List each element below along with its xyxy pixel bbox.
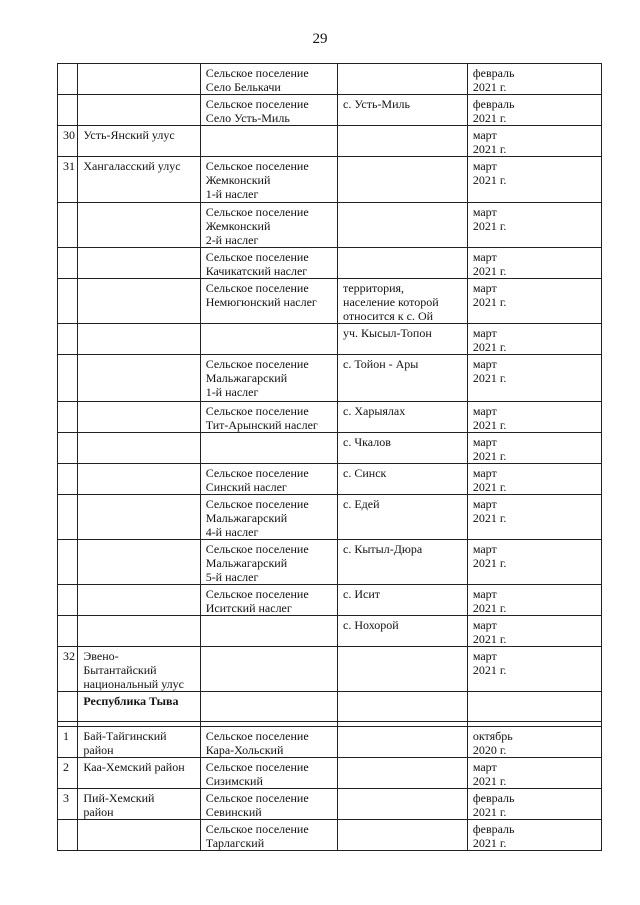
district-cell [78,279,200,324]
settlement-cell: Сельское поселение Тит-Арынский наслег [200,402,337,433]
row-number-cell [58,402,78,433]
table-row [58,727,602,758]
settlement-cell [200,616,337,647]
table-row [58,647,602,692]
row-number-cell [58,279,78,324]
locality-cell: с. Нохорой [338,616,468,647]
locality-cell: с. Усть-Миль [338,95,468,126]
date-cell: март 2021 г. [467,647,601,692]
settlement-cell: Сельское поселение Немюгюнский наслег [200,279,337,324]
table-row [58,402,602,433]
settlement-cell: Сельское поселение Село Усть-Миль [200,95,337,126]
row-number-cell [58,495,78,540]
district-cell [78,820,200,851]
district-cell [78,402,200,433]
date-cell: март 2021 г. [467,433,601,464]
table-row [58,758,602,789]
locality-cell: с. Харыялах [338,402,468,433]
row-number-cell: 31 [58,157,78,203]
table-row [58,203,602,248]
settlement-cell: Сельское поселение Севинский [200,789,337,820]
district-cell: Республика Тыва [78,692,200,722]
table-row [58,324,602,355]
settlement-cell [200,647,337,692]
district-cell [78,585,200,616]
row-number-cell: 1 [58,727,78,758]
row-number-cell [58,203,78,248]
table-row [58,464,602,495]
table-row [58,820,602,851]
table-row [58,616,602,647]
locality-cell: территория, население которой относится к с. Ой [338,279,468,324]
district-cell [78,540,200,585]
settlement-cell [200,692,337,722]
row-number-cell [58,433,78,464]
date-cell: март 2021 г. [467,248,601,279]
row-number-cell: 2 [58,758,78,789]
table-row [58,355,602,402]
date-cell: март 2021 г. [467,540,601,585]
row-number-cell [58,355,78,402]
row-number-cell [58,95,78,126]
row-number-cell [58,585,78,616]
table-row [58,126,602,157]
locality-cell [338,789,468,820]
table-row [58,157,602,203]
date-cell: март 2021 г. [467,203,601,248]
date-cell: февраль 2021 г. [467,789,601,820]
district-cell: Каа-Хемский район [78,758,200,789]
locality-cell [338,820,468,851]
region-header-row [58,692,602,722]
locality-cell [338,157,468,203]
settlement-cell: Сельское поселение Мальжагарский 4-й наслег [200,495,337,540]
settlement-cell: Сельское поселение Качикатский наслег [200,248,337,279]
settlement-cell: Сельское поселение Сизимский [200,758,337,789]
date-cell: февраль 2021 г. [467,820,601,851]
locality-cell: уч. Кысыл-Топон [338,324,468,355]
settlement-cell: Сельское поселение Синский наслег [200,464,337,495]
date-cell: октябрь 2020 г. [467,727,601,758]
date-cell: март 2021 г. [467,324,601,355]
table-row [58,585,602,616]
locality-cell: с. Тойон - Ары [338,355,468,402]
settlement-cell: Сельское поселение Жемконский 1-й наслег [200,157,337,203]
district-cell: Хангаласский улус [78,157,200,203]
locality-cell: с. Чкалов [338,433,468,464]
settlement-cell: Сельское поселение Мальжагарский 1-й наслег [200,355,337,402]
settlement-cell: Сельское поселение Село Белькачи [200,64,337,95]
row-number-cell [58,692,78,722]
district-cell [78,324,200,355]
locality-cell [338,64,468,95]
locality-cell [338,203,468,248]
settlement-cell: Сельское поселение Кара-Хольский [200,727,337,758]
locality-cell [338,248,468,279]
district-cell [78,248,200,279]
district-cell [78,64,200,95]
date-cell: март 2021 г. [467,355,601,402]
district-cell: Бай-Тайгинский район [78,727,200,758]
district-cell [78,464,200,495]
row-number-cell: 30 [58,126,78,157]
table-row [58,64,602,95]
page-number: 29 [312,31,328,47]
row-number-cell [58,248,78,279]
settlement-cell [200,126,337,157]
locality-cell: с. Синск [338,464,468,495]
district-cell: Усть-Янский улус [78,126,200,157]
locality-cell [338,692,468,722]
row-number-cell [58,540,78,585]
locality-cell: с. Исит [338,585,468,616]
district-cell: Эвено- Бытантайский национальный улус [78,647,200,692]
locality-cell: с. Едей [338,495,468,540]
table-row [58,789,602,820]
settlement-cell [200,324,337,355]
table-row [58,248,602,279]
date-cell: март 2021 г. [467,464,601,495]
settlements-table [57,63,602,851]
table-row [58,433,602,464]
locality-cell [338,758,468,789]
table-row [58,95,602,126]
row-number-cell: 3 [58,789,78,820]
date-cell: март 2021 г. [467,758,601,789]
row-number-cell [58,616,78,647]
district-cell [78,616,200,647]
date-cell: март 2021 г. [467,402,601,433]
date-cell: март 2021 г. [467,126,601,157]
date-cell: март 2021 г. [467,495,601,540]
district-cell [78,355,200,402]
row-number-cell [58,820,78,851]
table-row [58,279,602,324]
row-number-cell [58,324,78,355]
locality-cell [338,727,468,758]
locality-cell: с. Кытыл-Дюра [338,540,468,585]
date-cell: март 2021 г. [467,616,601,647]
date-cell: март 2021 г. [467,585,601,616]
settlement-cell: Сельское поселение Жемконский 2-й наслег [200,203,337,248]
settlement-cell [200,433,337,464]
row-number-cell: 32 [58,647,78,692]
district-cell: Пий-Хемский район [78,789,200,820]
settlement-cell: Сельское поселение Тарлагский [200,820,337,851]
date-cell: март 2021 г. [467,279,601,324]
date-cell: февраль 2021 г. [467,95,601,126]
settlement-cell: Сельское поселение Иситский наслег [200,585,337,616]
table-row [58,495,602,540]
date-cell [467,692,601,722]
locality-cell [338,126,468,157]
row-number-cell [58,64,78,95]
date-cell: февраль 2021 г. [467,64,601,95]
table-row [58,540,602,585]
row-number-cell [58,464,78,495]
district-cell [78,433,200,464]
district-cell [78,203,200,248]
district-cell [78,495,200,540]
locality-cell [338,647,468,692]
date-cell: март 2021 г. [467,157,601,203]
district-cell [78,95,200,126]
settlement-cell: Сельское поселение Мальжагарский 5-й наслег [200,540,337,585]
